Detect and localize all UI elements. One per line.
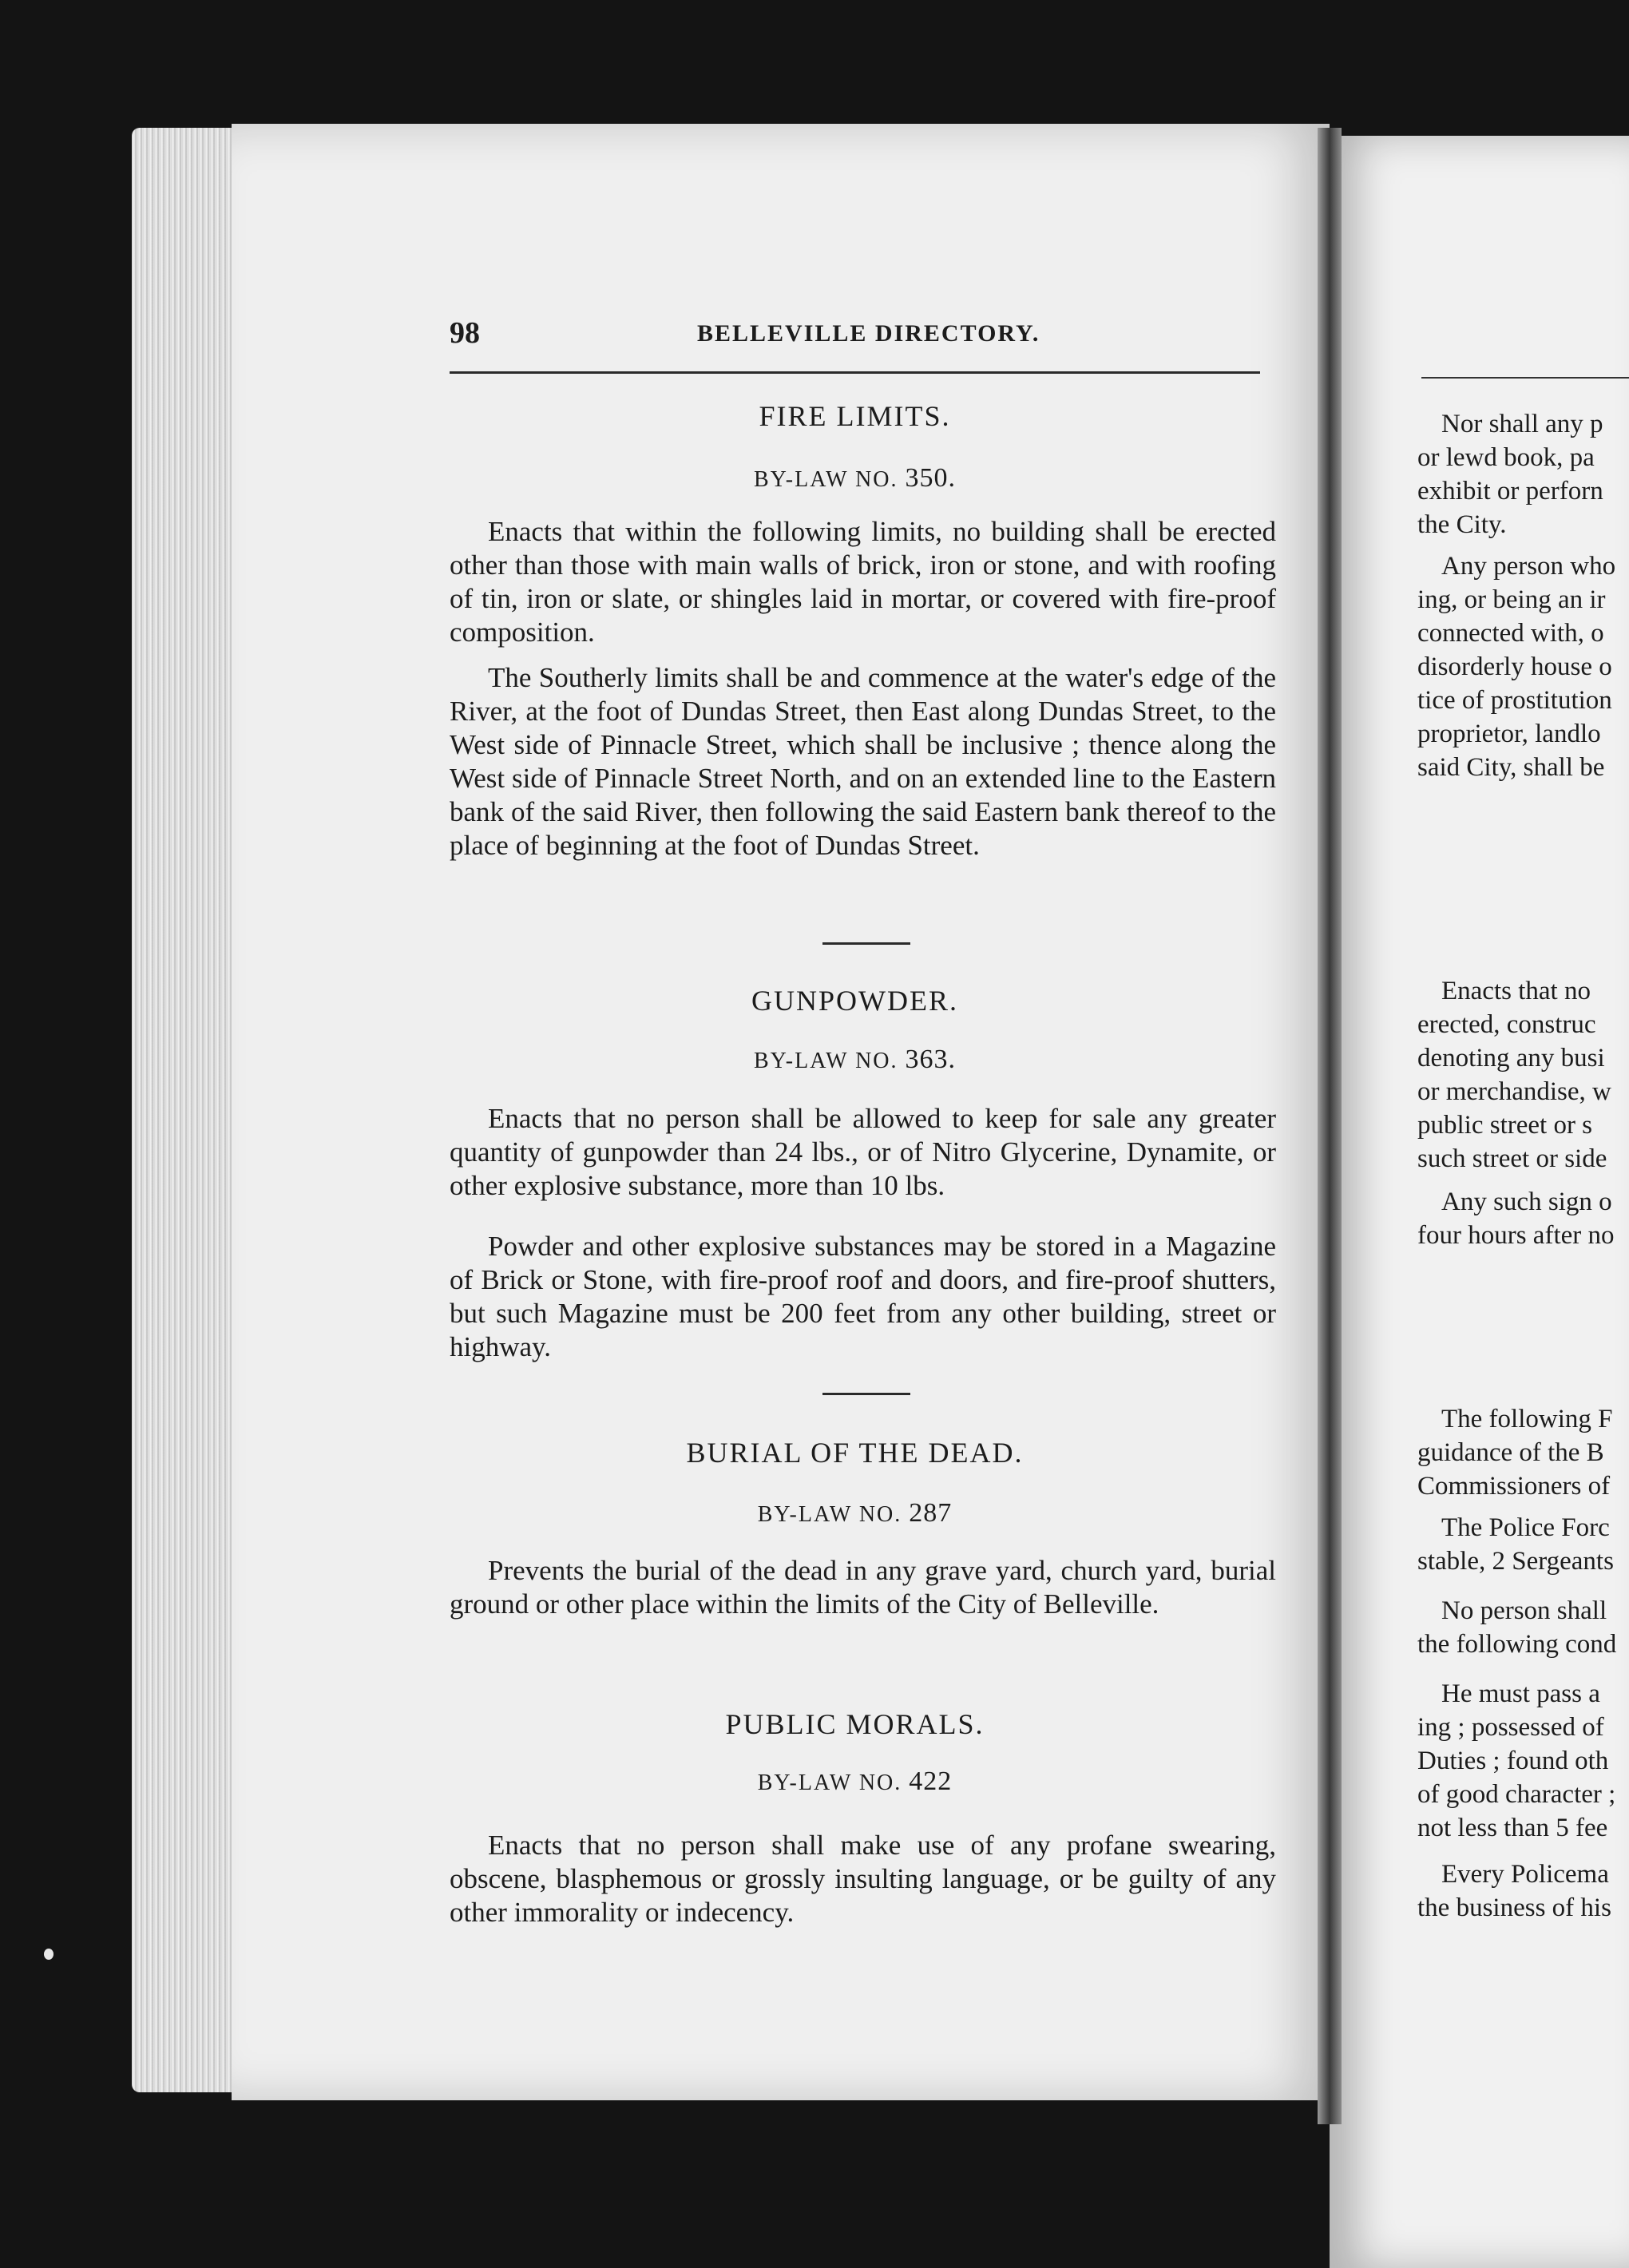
right-text-line: He must pass a	[1441, 1679, 1600, 1708]
running-head	[450, 315, 1260, 363]
right-text-line: The following F	[1441, 1405, 1613, 1433]
right-text-line: guidance of the B	[1417, 1438, 1604, 1467]
section-separator	[822, 1393, 910, 1395]
right-text-line: Nor shall any p	[1441, 410, 1603, 438]
right-text-line: Every Policema	[1441, 1860, 1609, 1889]
paragraph: Powder and other explosive substances may be stored in a Magazine of Brick or Stone, with fire-proof roof and doors, and fire-proof shutters, but such Magazine must be 200 feet from any other building, street or highway.	[450, 1231, 1276, 1362]
right-text-line: the City.	[1417, 510, 1507, 539]
right-text-line: Enacts that no	[1441, 977, 1591, 1005]
bylaw-number: 422	[909, 1766, 953, 1796]
right-text-line: the business of his	[1417, 1893, 1611, 1922]
right-text-line: Commissioners of	[1417, 1472, 1611, 1501]
right-text-line: The Police Forc	[1441, 1513, 1610, 1542]
bylaw-label-public-morals: BY-LAW NO. 422	[757, 1766, 953, 1796]
right-text-line: erected, construc	[1417, 1010, 1596, 1039]
paragraph: Enacts that within the following limits, no building shall be erected other than those with main walls of brick, iron or stone, and with roofing of tin, iron or slate, or shingles laid in mortar, or covered with fire-proof composition.	[450, 516, 1276, 648]
bylaw-label-burial: BY-LAW NO. 287	[757, 1498, 953, 1528]
right-text-line: disorderly house o	[1417, 652, 1612, 681]
right-text-line: Duties ; found oth	[1417, 1747, 1609, 1775]
right-text-line: denoting any busi	[1417, 1044, 1605, 1073]
right-text-line: the following cond	[1417, 1630, 1617, 1659]
paragraph: Enacts that no person shall be allowed to keep for sale any greater quantity of gunpowder than 24 lbs., or of Nitro Glycerine, Dynamite, or other explosive substance, more than 10 lbs.	[450, 1103, 1276, 1201]
right-text-line: connected with, o	[1417, 619, 1604, 648]
right-text-line: or merchandise, w	[1417, 1077, 1611, 1106]
section-separator	[822, 942, 910, 945]
right-text-line: four hours after no	[1417, 1221, 1615, 1250]
header-rule	[450, 371, 1260, 374]
right-text-line: said City, shall be	[1417, 753, 1605, 782]
bylaw-label-gunpowder: BY-LAW NO. 363.	[753, 1045, 957, 1074]
page-number: 98	[450, 316, 480, 350]
right-text-line: No person shall	[1441, 1596, 1607, 1625]
right-text-line: not less than 5 fee	[1417, 1814, 1608, 1842]
section-title-gunpowder: GUNPOWDER.	[751, 985, 958, 1017]
book-page-edges	[132, 128, 244, 2092]
right-text-line: or lewd book, pa	[1417, 443, 1595, 472]
right-text-line: ing, or being an ir	[1417, 585, 1606, 614]
running-title: BELLEVILLE DIRECTORY.	[697, 320, 1040, 347]
right-text-line: ing ; possessed of	[1417, 1713, 1604, 1742]
right-text-line: Any person who	[1441, 552, 1616, 581]
bylaw-number: 287	[909, 1498, 953, 1528]
right-header-rule	[1421, 377, 1629, 379]
right-text-line: exhibit or perforn	[1417, 477, 1603, 506]
section-title-burial: BURIAL OF THE DEAD.	[686, 1437, 1024, 1469]
paragraph: Enacts that no person shall make use of any profane swearing, obscene, blasphemous or grossly insulting language, or be guilty of any other immorality or indecency.	[450, 1830, 1276, 1928]
right-text-line: Any such sign o	[1441, 1188, 1612, 1216]
bylaw-number: 363.	[905, 1045, 957, 1074]
right-text-line: such street or side	[1417, 1144, 1607, 1173]
section-title-fire-limits: FIRE LIMITS.	[759, 400, 951, 432]
paragraph: Prevents the burial of the dead in any grave yard, church yard, burial ground or other place within the limits of the City of Belleville.	[450, 1555, 1276, 1620]
right-text-line: public street or s	[1417, 1111, 1593, 1140]
section-title-public-morals: PUBLIC MORALS.	[725, 1708, 985, 1740]
book-gutter	[1318, 128, 1342, 2124]
right-text-line: stable, 2 Sergeants	[1417, 1547, 1614, 1576]
right-text-line: proprietor, landlo	[1417, 720, 1601, 748]
right-text-line: of good character ;	[1417, 1780, 1616, 1809]
bylaw-label-fire-limits: BY-LAW NO. 350.	[753, 463, 957, 493]
bylaw-number: 350.	[905, 463, 957, 493]
right-text-line: tice of prostitution	[1417, 686, 1612, 715]
paragraph: The Southerly limits shall be and commence at the water's edge of the River, at the foot of Dundas Street, then East along Dundas Street, to the West side of Pinnacle Street, which shall be inclusive ; thence along the West side of Pinnacle Street North, and on an extended line to the Eastern bank of the said River, then following the said Eastern bank thereof to the place of beginning at the foot of Dundas Street.	[450, 662, 1276, 861]
dust-speck	[44, 1949, 54, 1960]
